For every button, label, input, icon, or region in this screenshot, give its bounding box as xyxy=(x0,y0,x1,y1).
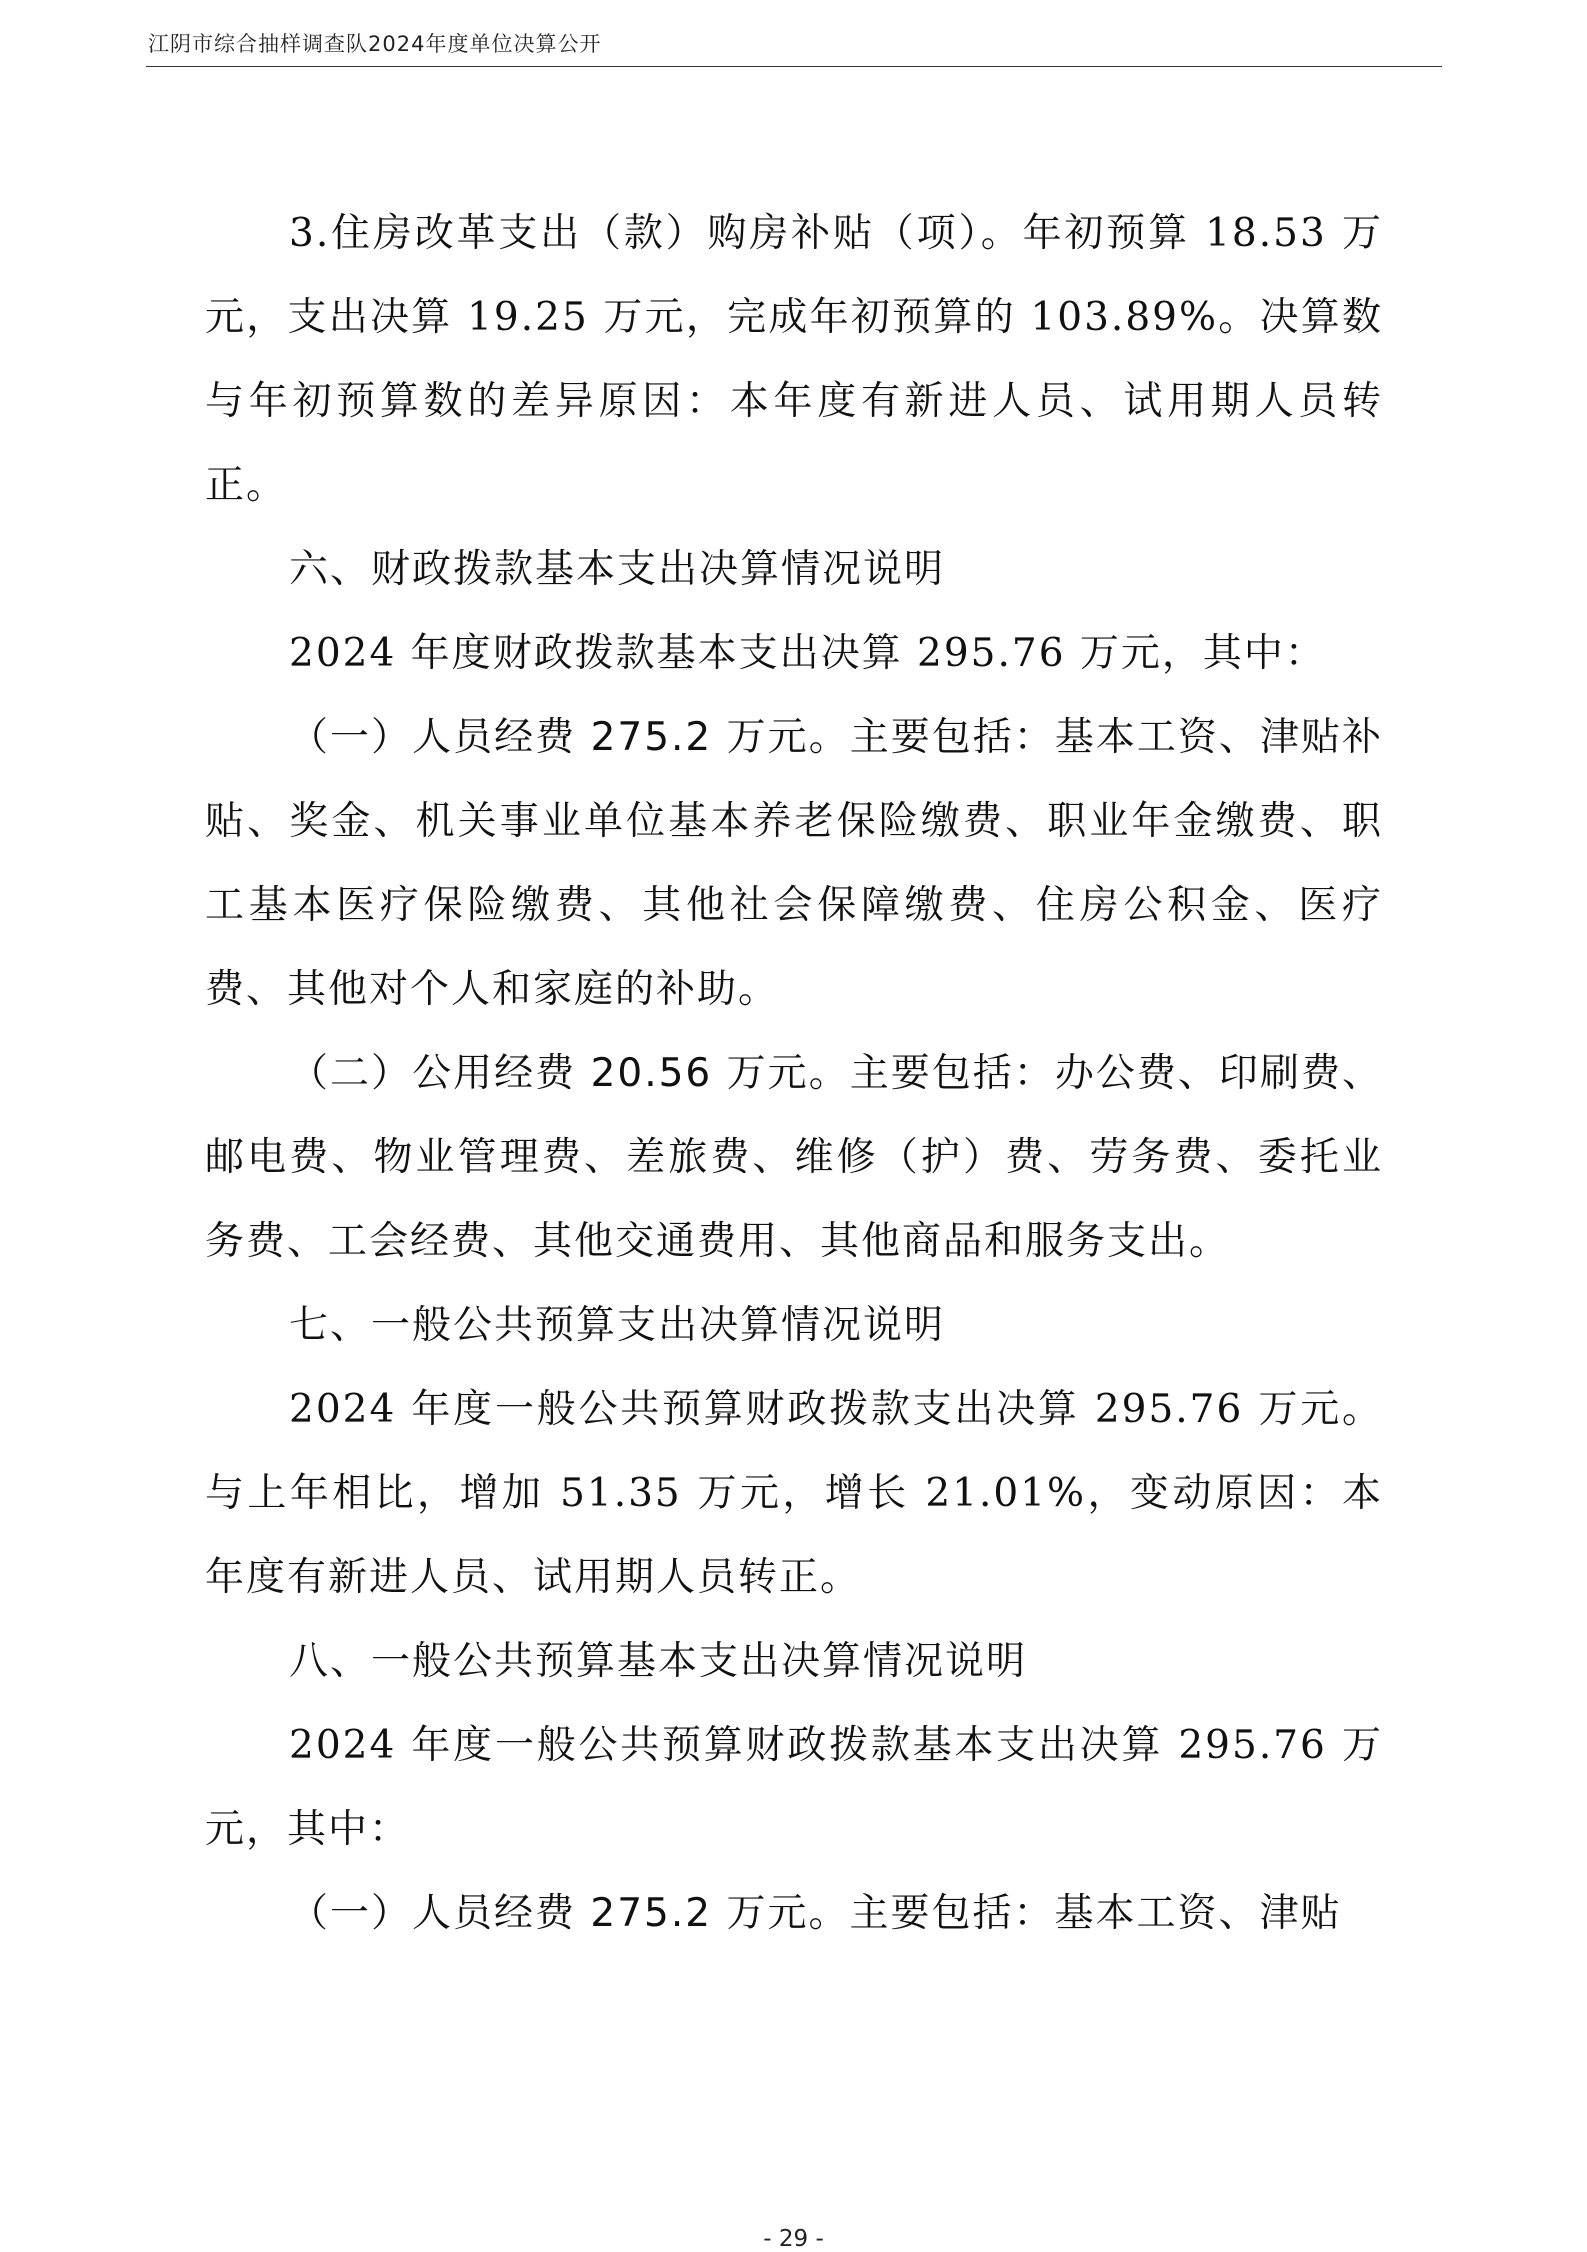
paragraph-general-budget-basic-total: 2024 年度一般公共预算财政拨款基本支出决算 295.76 万元，其中： xyxy=(205,1723,1383,1852)
document-body xyxy=(205,192,1383,1956)
paragraph-public-expenses: （二）公用经费 20.56 万元。主要包括：办公费、印刷费、邮电费、物业管理费、差旅费、维修（护）费、劳务费、委托业务费、工会经费、其他交通费用、其他商品和服务支出。 xyxy=(205,1051,1383,1264)
paragraph-general-budget-expenditure: 2024 年度一般公共预算财政拨款支出决算 295.76 万元。与上年相比，增加 51.35 万元，增长 21.01%，变动原因：本年度有新进人员、试用期人员转正。 xyxy=(205,1387,1383,1600)
paragraph-personnel-expenses: （一）人员经费 275.2 万元。主要包括：基本工资、津贴补贴、奖金、机关事业单位基本养老保险缴费、职业年金缴费、职工基本医疗保险缴费、其他社会保障缴费、住房公积金、医疗费、其他对个人和家庭的补助。 xyxy=(205,715,1383,1012)
page-number: - 29 - xyxy=(763,2226,824,2252)
section-heading-7: 七、一般公共预算支出决算情况说明 xyxy=(289,1303,946,1348)
paragraph-personnel-expenses-continued: （一）人员经费 275.2 万元。主要包括：基本工资、津贴 xyxy=(289,1891,1342,1936)
paragraph-basic-expenditure-total: 2024 年度财政拨款基本支出决算 295.76 万元，其中： xyxy=(289,631,1326,676)
paragraph-housing-subsidy: 3.住房改革支出（款）购房补贴（项）。年初预算 18.53 万元，支出决算 19.25 万元，完成年初预算的 103.89%。决算数与年初预算数的差异原因：本年度有新进人员、试用期人员转正。 xyxy=(205,211,1383,508)
section-heading-8: 八、一般公共预算基本支出决算情况说明 xyxy=(289,1639,1028,1684)
document-header: 江阴市综合抽样调查队2024年度单位决算公开 xyxy=(148,32,602,56)
header-divider xyxy=(146,66,1442,67)
section-heading-6: 六、财政拨款基本支出决算情况说明 xyxy=(289,547,946,592)
